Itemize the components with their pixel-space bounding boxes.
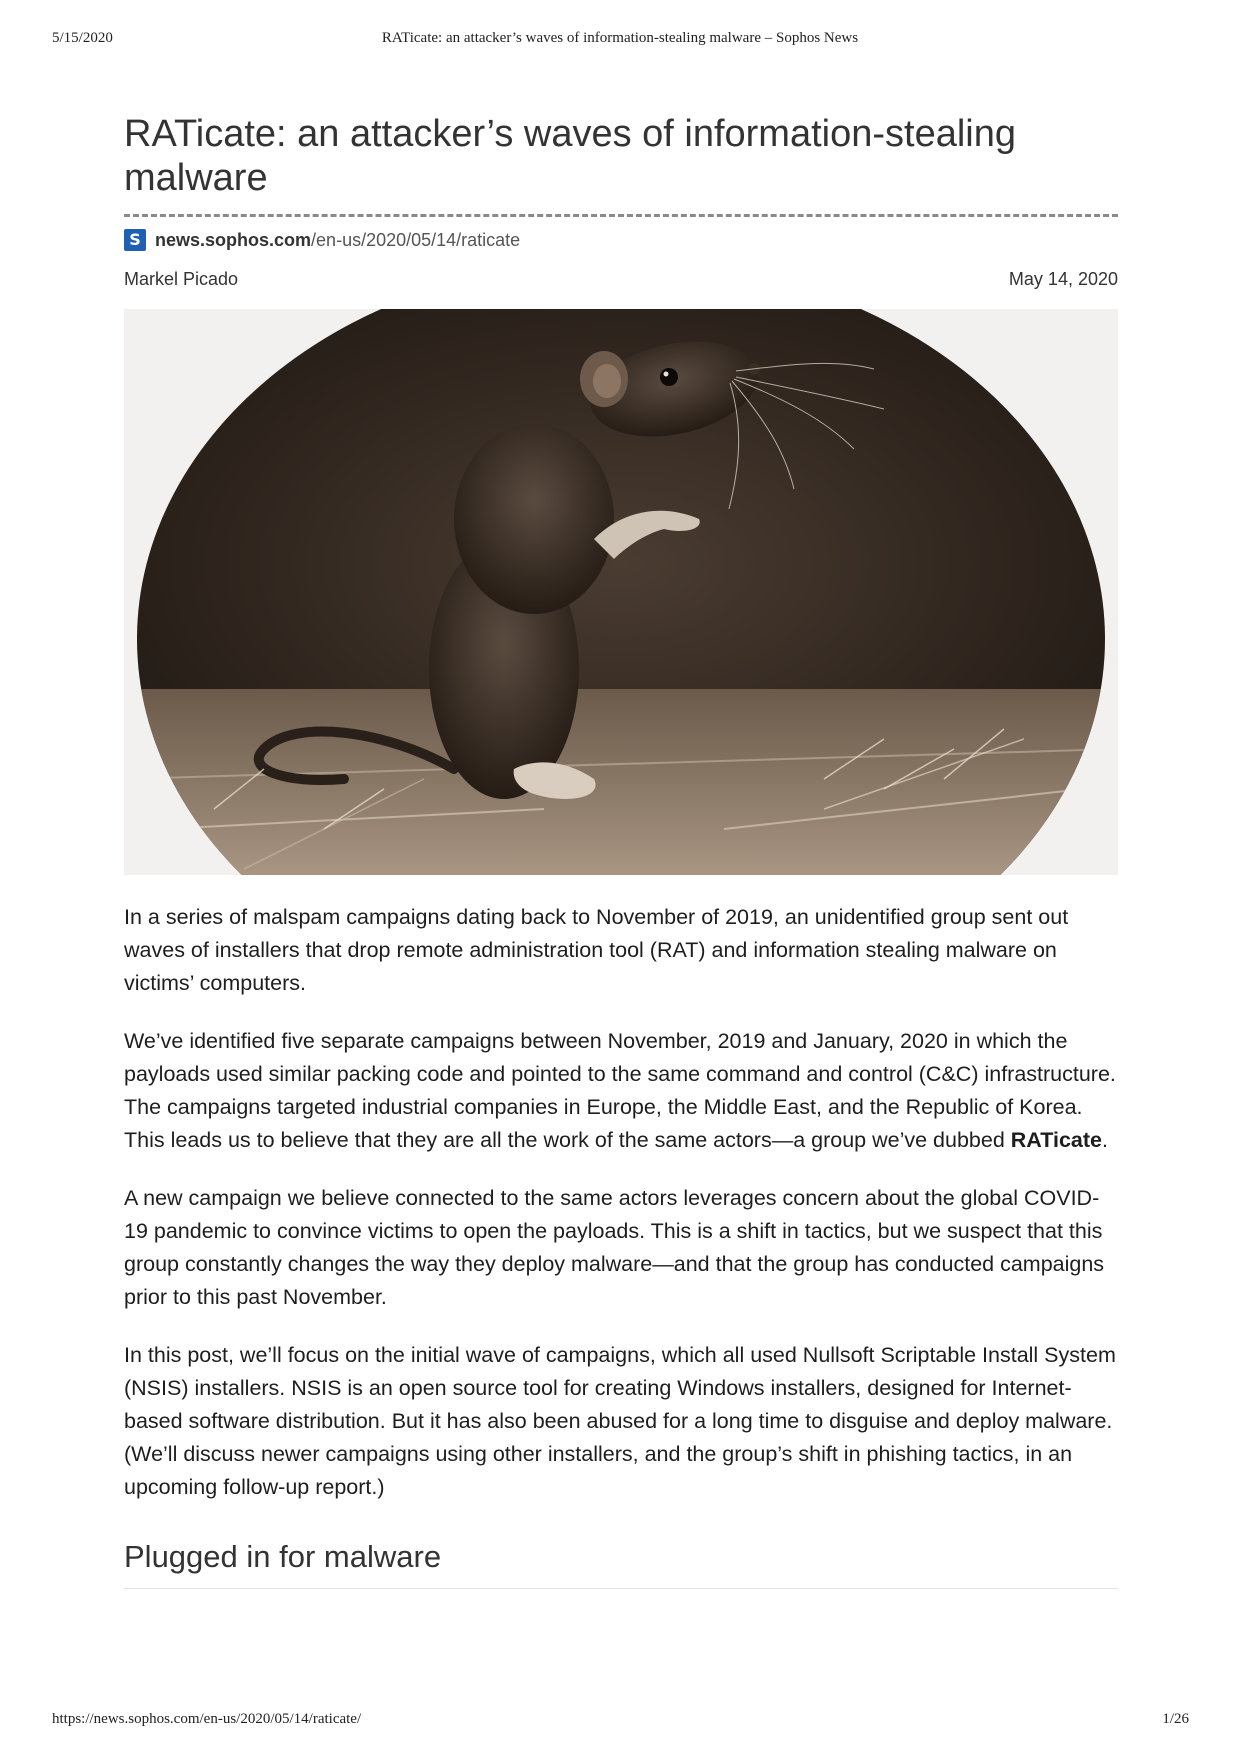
paragraph-1: In a series of malspam campaigns dating back to November of 2019, an unidentified group sent out waves of installers that drop remote administration tool (RAT) and information stealing malware on victims’ computers. — [124, 905, 1069, 995]
article-meta — [124, 269, 1118, 295]
section-divider — [124, 1588, 1118, 1589]
print-page-title: RATicate: an attacker’s waves of information-stealing malware – Sophos News — [381, 30, 859, 46]
group-name: RATicate — [1010, 1128, 1102, 1152]
article-title: RATicate: an attacker’s waves of information-stealing malware — [124, 113, 1016, 199]
sophos-s-icon: S — [124, 229, 146, 251]
paragraph-4: In this post, we’ll focus on the initial wave of campaigns, which all used Nullsoft Scriptable Install System (NSIS) installers. NSIS is an open source tool for creating Windows installers, designed for Internet-based software distribution. But it has also been abused for a long time to disguise and deploy malware. (We’ll discuss newer campaigns using other installers, and the group’s shift in phishing tactics, in an upcoming follow-up report.) — [124, 1343, 1116, 1499]
publish-date: May 14, 2020 — [1008, 269, 1118, 289]
paragraph-3: A new campaign we believe connected to the same actors leverages concern about the global COVID-19 pandemic to convince victims to open the payloads. This is a shift in tactics, but we suspect that this group constantly changes the way they deploy malware—and that the group has conducted campaigns prior to this past November. — [124, 1186, 1105, 1309]
source-path[interactable]: /en-us/2020/05/14/raticate — [311, 229, 521, 250]
paragraph-2: We’ve identified five separate campaigns between November, 2019 and January, 2020 in which the payloads used similar packing code and pointed to the same command and control (C&C) infrastructure. The campaigns targeted industrial companies in Europe, the Middle East, and the Republic of Korea. This leads us to believe that they are all the work of the same actors—a group we’ve dubbed RATicate. — [124, 1029, 1116, 1152]
source-line[interactable] — [124, 227, 1118, 253]
print-date: 5/15/2020 — [52, 30, 113, 46]
source-domain[interactable]: news.sophos.com — [155, 229, 312, 250]
print-footer — [0, 1711, 1240, 1735]
page-number: 1/26 — [1162, 1711, 1189, 1727]
article-body — [124, 901, 1118, 1504]
title-divider — [124, 214, 1118, 217]
article — [124, 112, 1118, 1597]
print-url: https://news.sophos.com/en-us/2020/05/14/raticate/ — [52, 1711, 362, 1727]
author-name: Markel Picado — [124, 269, 239, 289]
section-heading: Plugged in for malware — [124, 1539, 442, 1574]
hero-image-rat — [124, 309, 1118, 875]
rat-photo — [124, 309, 1118, 875]
print-header — [0, 30, 1240, 54]
